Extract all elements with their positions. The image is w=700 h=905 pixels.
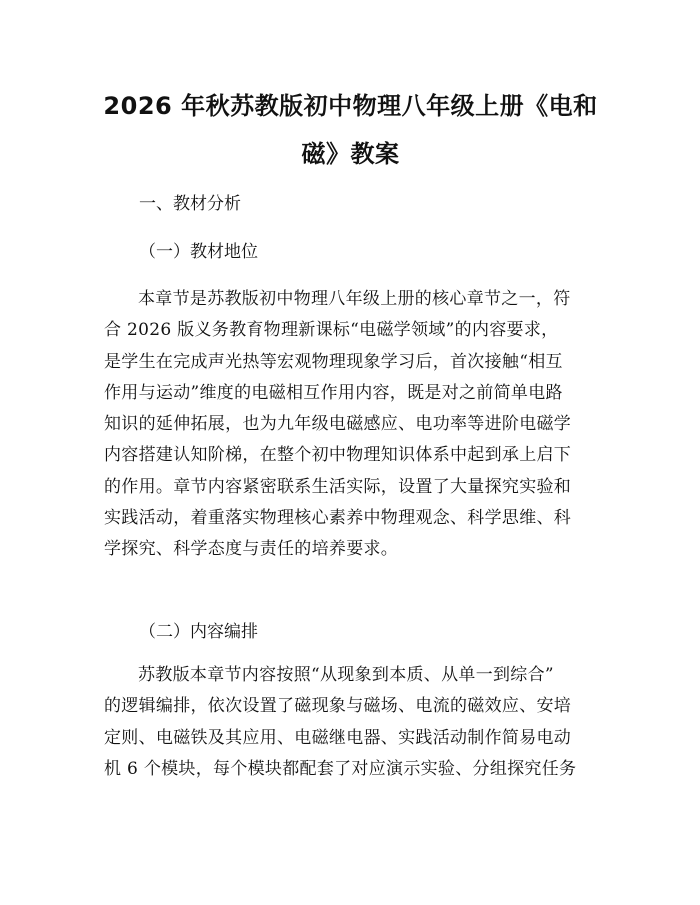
paragraph-line: 是学生在完成声光热等宏观物理现象学习后，首次接触“相互 bbox=[104, 351, 563, 372]
section-heading-textbook-analysis: 一、教材分析 bbox=[139, 194, 241, 214]
subsection-heading-content-arrangement: （二）内容编排 bbox=[139, 622, 258, 642]
paragraph-line: 本章节是苏教版初中物理八年级上册的核心章节之一，符 bbox=[138, 289, 571, 309]
paragraph-line: 实践活动，着重落实物理核心素养中物理观念、科学思维、科 bbox=[104, 508, 572, 529]
paragraph-line: 知识的延伸拓展，也为九年级电磁感应、电功率等进阶电磁学 bbox=[104, 414, 572, 435]
subsection-heading-textbook-position: （一）教材地位 bbox=[139, 242, 258, 262]
paragraph-line: 合 2026 版义务教育物理新课标“电磁学领域”的内容要求， bbox=[104, 320, 559, 341]
paragraph-line: 的逻辑编排，依次设置了磁现象与磁场、电流的磁效应、安培 bbox=[104, 696, 572, 717]
paragraph-textbook-position bbox=[104, 284, 604, 566]
document-title bbox=[98, 82, 603, 178]
title-line-1: 2026 年秋苏教版初中物理八年级上册《电和 bbox=[103, 92, 598, 120]
title-line-2: 磁》教案 bbox=[301, 140, 400, 168]
paragraph-line: 苏教版本章节内容按照“从现象到本质、从单一到综合” bbox=[138, 665, 554, 685]
paragraph-line: 学探究、科学态度与责任的培养要求。 bbox=[104, 539, 399, 560]
paragraph-line: 机 6 个模块，每个模块都配套了对应演示实验、分组探究任务 bbox=[104, 758, 577, 779]
paragraph-content-arrangement bbox=[104, 660, 604, 785]
paragraph-line: 内容搭建认知阶梯，在整个初中物理知识体系中起到承上启下 bbox=[104, 445, 572, 466]
paragraph-line: 作用与运动”维度的电磁相互作用内容，既是对之前简单电路 bbox=[104, 382, 563, 403]
paragraph-line: 的作用。章节内容紧密联系生活实际，设置了大量探究实验和 bbox=[104, 476, 572, 497]
paragraph-line: 定则、电磁铁及其应用、电磁继电器、实践活动制作简易电动 bbox=[104, 727, 572, 748]
